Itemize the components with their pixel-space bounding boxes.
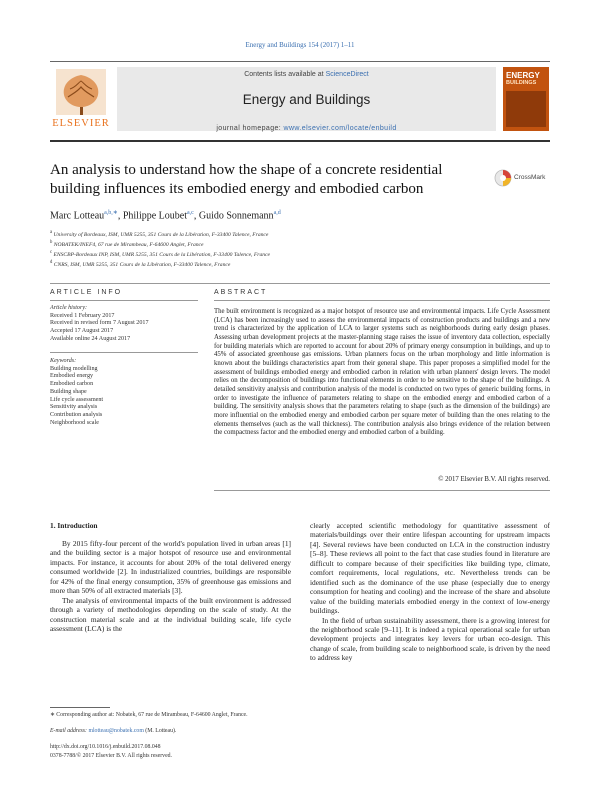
- keyword-item: Embodied carbon: [50, 381, 94, 388]
- corresponding-author-footnote: ∗ Corresponding author at: Nobatek, 67 rue de Mirambeau, F-64600 Anglet, France.: [50, 712, 248, 718]
- history-item: Received in revised form 7 August 2017: [50, 320, 149, 327]
- affiliation-mark: d: [50, 260, 53, 265]
- crossmark-icon: [494, 169, 512, 187]
- affiliation: [50, 260, 230, 268]
- body-paragraph: The analysis of environmental impacts of the built environment is addressed through a variety of methodologies depending on the scale of study. At the construction material scale and at the individual building scale, life cycle assessment (LCA) is the: [50, 595, 291, 634]
- article-info-rule: [50, 300, 198, 301]
- affiliation-mark: b: [50, 240, 53, 245]
- author-name[interactable]: Guido Sonnemann: [198, 210, 274, 222]
- email-suffix: (M. Lotteau).: [143, 728, 177, 734]
- contents-prefix: Contents lists available at: [244, 71, 326, 78]
- header-rule: [50, 61, 550, 62]
- keywords-rule: [50, 352, 198, 353]
- journal-reference[interactable]: Energy and Buildings 154 (2017) 1–11: [245, 41, 355, 49]
- header-thick-rule: [50, 140, 550, 142]
- journal-homepage-line: [117, 125, 496, 132]
- keyword-item: Contribution analysis: [50, 411, 103, 418]
- body-right-column: [310, 521, 550, 663]
- footnote-rule: [50, 707, 110, 708]
- keyword-item: Embodied energy: [50, 373, 94, 380]
- body-paragraph: clearly accepted scientific methodology for quantitative assessment of materials/buildings over their entire lifespan accounting for upstream impacts [4]. Several reviews have been conducted on LCA in the construction industry [5–8]. These reviews all point to the fact that case studies found in literature are difficult to compare because of their specificities like building type, climate, comfort requirements, local regulations, etc. Nevertheless trends can be identified such as the dominance of the use phase (especially due to energy consumption for heating and cooling) and the increase of the share and absolute value of the building materials embodied energy in the context of low-energy buildings.: [310, 521, 550, 616]
- doi-link[interactable]: http://dx.doi.org/10.1016/j.enbuild.2017.08.048: [50, 744, 161, 750]
- journal-cover-thumbnail[interactable]: [503, 67, 549, 131]
- abstract-rule: [214, 300, 550, 301]
- history-item: Available online 24 August 2017: [50, 335, 131, 342]
- cover-title-line2: BUILDINGS: [506, 80, 537, 86]
- abstract-copyright: © 2017 Elsevier B.V. All rights reserved.: [438, 476, 550, 483]
- cover-image: [506, 91, 546, 127]
- affiliation-text: NOBATEK/INEF4, 67 rue de Mirambeau, F-64600 Anglet, France: [53, 241, 204, 248]
- author-name[interactable]: Marc Lotteau: [50, 210, 105, 222]
- keyword-item: Sensitivity analysis: [50, 404, 98, 411]
- affiliation: [50, 230, 268, 238]
- body-paragraph: In the field of urban sustainability assessment, there is a growing interest for the neighborhood scale [9–11]. It is indeed a typical operational scale for urban development projects and integrates key levers for urban eco-design. This change of scale, from building scale to neighborhood scale, is driven by the need to address key: [310, 615, 550, 663]
- affiliation-text: ENSCBP-Bordeaux INP, ISM, UMR 5255, 351 Cours de la Libération, F-33400 Talence, France: [53, 251, 271, 258]
- keywords-label: Keywords:: [50, 358, 77, 364]
- elsevier-logo[interactable]: [50, 67, 112, 133]
- issn-line: 0378-7788/© 2017 Elsevier B.V. All rights reserved.: [50, 753, 172, 759]
- author-list: Marc Lotteau$^{a,b,∗}$, Philippe Loubet$^{a,c}$, Guido Sonnemann$^{a,d}$: [50, 210, 281, 222]
- sciencedirect-link[interactable]: ScienceDirect: [325, 71, 369, 78]
- history-item: Received 1 February 2017: [50, 312, 115, 319]
- abstract-bottom-rule: [214, 490, 550, 491]
- elsevier-wordmark: ELSEVIER: [52, 118, 110, 129]
- email-prefix: E-mail address:: [50, 728, 89, 734]
- body-paragraph: By 2015 fifty-four percent of the world's population lived in urban areas [1] and the building sector is a major hotspot of resource use and environmental impacts. For instance, it accounts for about 20% of the total delivered energy consumed worldwide [2]. In industrialized countries, buildings are responsible for 42% of the final energy consumption, 35% of greenhouse gas emissions and more than 50% of all extracted materials [3].: [50, 539, 291, 596]
- affiliation-text: University of Bordeaux, ISM, UMR 5255, 351 Cours de la Libération, F-33400 Talence, France: [53, 231, 269, 238]
- article-history: [50, 305, 200, 344]
- cover-title-line1: ENERGY: [506, 71, 540, 80]
- email-link[interactable]: mlotteau@nobatek.com: [88, 728, 144, 734]
- history-item: Accepted 17 August 2017: [50, 328, 114, 335]
- author-affiliation-marks[interactable]: a,c: [187, 210, 194, 216]
- keyword-item: Building shape: [50, 388, 87, 395]
- author-name[interactable]: Philippe Loubet: [122, 210, 188, 222]
- journal-name: Energy and Buildings: [242, 92, 371, 107]
- article-title: An analysis to understand how the shape of a concrete residential building influences its embodied energy and embodied carbon: [50, 162, 443, 197]
- keyword-item: Building modelling: [50, 365, 98, 372]
- section-heading-introduction: 1. Introduction: [50, 521, 98, 530]
- keyword-item: Life cycle assessment: [50, 396, 104, 403]
- affiliation-mark: c: [50, 250, 53, 255]
- homepage-link[interactable]: www.elsevier.com/locate/enbuild: [283, 125, 397, 132]
- abstract-text: The built environment is recognized as a major hotspot of resource use and environmental impacts. Life Cycle Assessment (LCA) has been increasingly used to assess the environmental impacts of construction products and buildings and a new trend is characterized by the application of LCA to larger systems such as neighborhoods during early design phases. Assessing urban development projects at the master-planning stage raises the issue of inventory data collection, especially for building materials which are reported to account for about 20% of primary energy consumption in buildings, and up to 45% of associated greenhouse gas emissions. Urban planners focus on the urban morphology and little information is known about the buildings characteristics apart from their general shape. This paper proposes a simplified model for the assessment of buildings embodied energy and embodied carbon in relation with urban planners' design levers. The model relies on the decomposition of buildings into functional elements in order to be sensitive to the shape of the buildings. A detailed sensitivity analysis and contribution analysis of the model is conducted on two types of generic building forms, in order to investigate the influence of parameters relating to shape on the embodied energy and embodied carbon of a building. The sensitivity analysis shows that the parameters relating to shape (such as the dimension of the buildings) are more influential on the embodied energy and embodied carbon per square meter of building than the ones relating to the elements themselves (such as the wall thickness). The contribution analysis also brings evidence of the relation between the compactness factor and the embodied energy and embodied carbon of a building.: [214, 308, 550, 437]
- affiliation: [50, 250, 270, 258]
- body-left-column: [50, 539, 291, 634]
- crossmark-label: CrossMark: [514, 174, 546, 181]
- keyword-item: Neighborhood scale: [50, 419, 99, 426]
- email-footnote: [50, 728, 290, 735]
- article-info-heading: ARTICLE INFO: [50, 289, 123, 296]
- affiliation-mark: a: [50, 230, 53, 235]
- author-affiliation-marks[interactable]: a,b,∗: [104, 210, 118, 216]
- contents-line: [117, 71, 496, 78]
- affiliation-rule: [50, 283, 550, 284]
- crossmark-badge[interactable]: [494, 168, 554, 188]
- affiliation: [50, 240, 204, 248]
- author-affiliation-marks[interactable]: a,d: [273, 210, 281, 216]
- history-label: Article history:: [50, 305, 88, 311]
- keywords-block: [50, 358, 200, 427]
- homepage-prefix: journal homepage:: [216, 125, 284, 132]
- abstract-heading: ABSTRACT: [214, 289, 268, 296]
- affiliation-text: CNRS, ISM, UMR 5255, 351 Cours de la Libération, F-33400 Talence, France: [53, 261, 231, 268]
